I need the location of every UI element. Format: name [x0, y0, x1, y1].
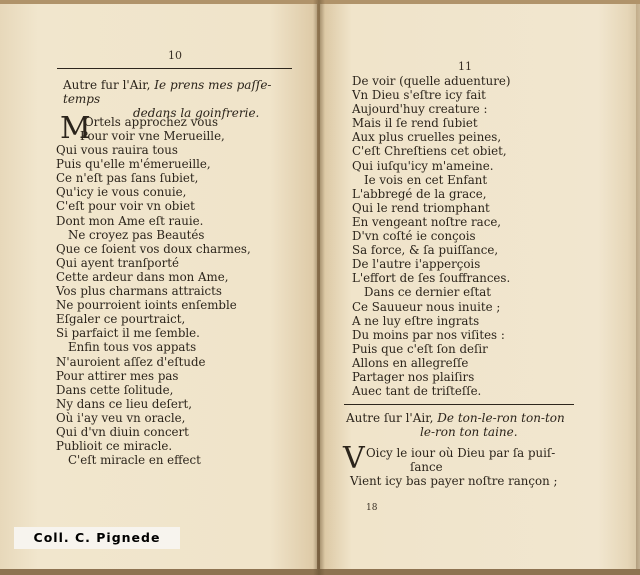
verse-line: Pour attirer mes pas — [56, 368, 179, 383]
verse-line: Puis que c'eſt ſon deſir — [352, 341, 488, 356]
right-dropcap: V — [343, 441, 365, 476]
verse-line: Auec tant de triſteſſe. — [352, 384, 482, 399]
verse-line: C'eſt Chreſtiens cet obiet, — [352, 144, 507, 159]
verse-line: Ny dans ce lieu deſert, — [56, 396, 192, 411]
book-gutter — [313, 0, 325, 575]
verse-line: Si parfaict il me ſemble. — [56, 326, 200, 341]
verse-line: Ne pourroient ioints enſemble — [56, 298, 237, 313]
verse-line: Dans cette ſolitude, — [56, 382, 174, 397]
verse-line: Pour voir vne Merueille, — [80, 129, 225, 143]
verse-line: Ce n'eſt pas ſans ſubiet, — [56, 171, 199, 186]
left-heading-prefix: Autre fur l'Air, — [63, 78, 155, 92]
verse-line: En vengeant noſtre race, — [352, 214, 502, 229]
verse-line: Où i'ay veu vn oracle, — [56, 410, 186, 425]
verse-line: A ne luy eſtre ingrats — [352, 313, 480, 328]
verse-line: Qu'icy ie vous conuie, — [56, 185, 187, 200]
verse-line: D'vn coſté ie conçois — [352, 229, 476, 244]
verse-line: Dans ce dernier eſtat — [364, 285, 492, 300]
verse-line: L'abbregé de la grace, — [352, 186, 487, 201]
verse-line: Vos plus charmans attraicts — [56, 284, 222, 299]
verse-line: Qui ayent tranſporté — [56, 255, 179, 270]
verse-line: N'auroient aſſez d'eſtude — [56, 354, 206, 369]
left-heading-tune-2: dedans la goinfrerie. — [133, 106, 260, 120]
verse-line: Dont mon Ame eſt rauie. — [56, 213, 204, 228]
left-page — [0, 4, 317, 569]
verse-line: Eſgaler ce pourtraict, — [56, 312, 186, 327]
right-section-rule — [344, 404, 574, 405]
verse-line: Vn Dieu s'eſtre icy fait — [352, 88, 486, 103]
left-heading-tune-1: Ie prens mes paſſe-temps — [63, 78, 272, 106]
right-second-first-line: Oicy le iour où Dieu par ſa puiſ- — [366, 446, 556, 460]
verse-line: Partager nos plaiſirs — [352, 369, 475, 384]
verse-line: Sa force, & ſa puiſſance, — [352, 243, 499, 258]
right-page — [320, 4, 636, 569]
right-heading-tune-2: le-ron ton taine. — [420, 425, 518, 439]
right-verse — [352, 74, 510, 398]
verse-line: Puis qu'elle m'émerueille, — [56, 157, 211, 172]
verse-line: Qui iuſqu'icy m'ameine. — [352, 158, 494, 173]
left-verse — [56, 129, 251, 467]
left-page-number: 10 — [168, 49, 182, 62]
left-dropcap: M — [60, 111, 91, 146]
verse-line: Ce Sauueur nous inuite ; — [352, 299, 501, 314]
verse-line: C'eſt miracle en effect — [68, 453, 201, 468]
right-heading-prefix: Autre ſur l'Air, — [346, 411, 438, 425]
verse-line: Qui le rend triomphant — [352, 200, 490, 215]
verse-line: Ne croyez pas Beautés — [68, 227, 205, 242]
verse-line: Que ce ſoient vos doux charmes, — [56, 241, 251, 256]
verse-line: Qui d'vn diuin concert — [56, 424, 189, 439]
verse-line: Mais il ſe rend ſubiet — [352, 116, 478, 131]
collection-credit: Coll. C. Pignede — [14, 527, 180, 549]
verse-line: Publioit ce miracle. — [56, 439, 173, 454]
verse-line: Qui vous rauira tous — [56, 143, 178, 158]
right-heading-tune-1: De ton-le-ron ton-ton — [437, 411, 565, 425]
verse-line: Aujourd'huy creature : — [352, 102, 488, 117]
verse-line: De l'autre i'apperçois — [352, 257, 481, 272]
left-header-rule — [57, 68, 292, 69]
verse-line: Allons en allegreſſe — [352, 355, 469, 370]
verse-line: Ie vois en cet Enfant — [364, 172, 488, 187]
right-page-number: 11 — [458, 60, 472, 73]
page-edge — [628, 4, 640, 569]
right-second-line-2: Vient icy bas payer noſtre rançon ; — [350, 474, 558, 488]
right-footer-number: 18 — [366, 503, 378, 513]
verse-line: Cette ardeur dans mon Ame, — [56, 269, 229, 284]
verse-line: De voir (quelle aduenture) — [352, 74, 511, 88]
verse-line: Du moins par nos viſites : — [352, 327, 505, 342]
verse-line: Aux plus cruelles peines, — [352, 130, 502, 145]
right-song-heading — [346, 411, 616, 439]
verse-line: Enfin tous vos appats — [68, 340, 197, 355]
left-song-heading — [63, 78, 303, 120]
right-second-line-cont: ſance — [410, 460, 443, 474]
verse-line: L'effort de ſes ſouffrances. — [352, 271, 511, 286]
verse-line: C'eſt pour voir vn obiet — [56, 199, 195, 214]
left-first-line: Ortels approchez vous — [84, 115, 219, 129]
